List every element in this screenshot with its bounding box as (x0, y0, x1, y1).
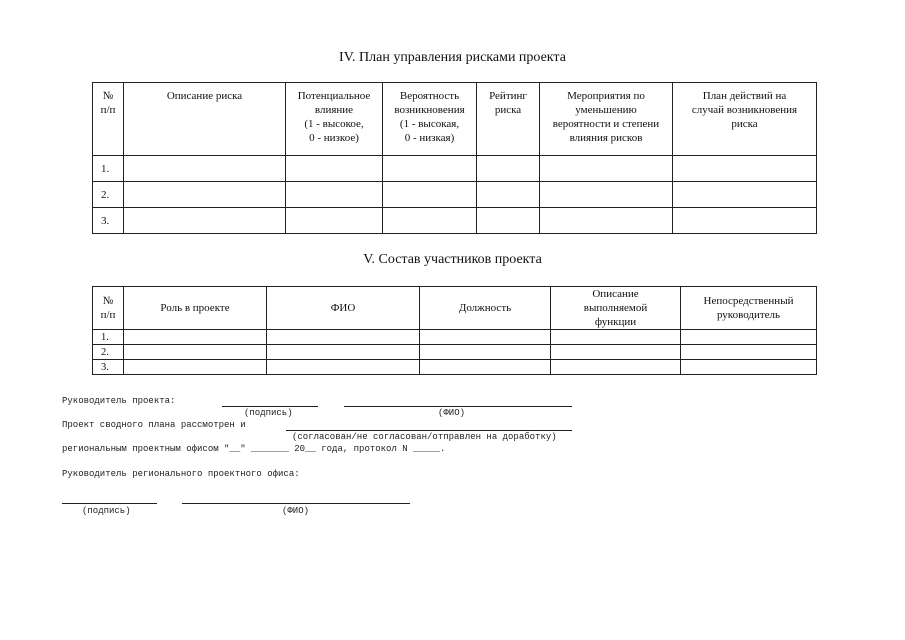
table-row (93, 182, 817, 208)
table-row (93, 156, 817, 182)
fio-caption: (ФИО) (438, 408, 466, 418)
row-number: 3. (93, 360, 124, 375)
table-cell[interactable] (124, 182, 286, 208)
table-cell[interactable] (124, 330, 267, 345)
table-cell[interactable] (286, 208, 383, 234)
table-cell[interactable] (420, 360, 551, 375)
risk-section-title: IV. План управления рисками проекта (339, 50, 566, 65)
table-cell[interactable] (124, 208, 286, 234)
table-cell[interactable] (551, 330, 681, 345)
table-cell[interactable] (551, 360, 681, 375)
row-number: 2. (93, 345, 124, 360)
table-cell[interactable] (540, 208, 673, 234)
table-cell[interactable] (551, 345, 681, 360)
table-cell[interactable] (540, 156, 673, 182)
table-cell[interactable] (286, 182, 383, 208)
office-protocol-line: региональным проектным офисом "__" _______ 20__ года, протокол N _____. (62, 444, 446, 454)
row-number: 3. (93, 208, 124, 234)
table-cell[interactable] (673, 182, 817, 208)
table-row (93, 208, 817, 234)
table-cell[interactable] (681, 330, 817, 345)
project-members-table (92, 286, 817, 375)
risk-management-table (92, 82, 817, 234)
members-table-header-row (93, 287, 817, 330)
risk-table-header-row (93, 83, 817, 156)
table-cell[interactable] (477, 182, 540, 208)
project-head-signature-line[interactable] (222, 406, 318, 407)
table-cell[interactable] (383, 208, 477, 234)
table-cell[interactable] (477, 156, 540, 182)
table-cell[interactable] (267, 360, 420, 375)
office-head-fio-line[interactable] (182, 503, 410, 504)
members-col-number: № п/п (93, 287, 124, 330)
table-cell[interactable] (124, 156, 286, 182)
table-cell[interactable] (673, 208, 817, 234)
table-cell[interactable] (673, 156, 817, 182)
table-cell[interactable] (681, 360, 817, 375)
table-cell[interactable] (681, 345, 817, 360)
risk-col-mitigation: Мероприятия по уменьшению вероятности и степени влияния рисков (540, 83, 673, 156)
fio-caption: (ФИО) (282, 506, 310, 516)
risk-col-action-plan: План действий на случай возникновения риска (673, 83, 817, 156)
table-cell[interactable] (477, 208, 540, 234)
table-cell[interactable] (383, 156, 477, 182)
table-cell[interactable] (124, 345, 267, 360)
signature-caption: (подпись) (244, 408, 293, 418)
members-col-function: Описание выполняемой функции (551, 287, 681, 330)
project-head-fio-line[interactable] (344, 406, 572, 407)
table-cell[interactable] (124, 360, 267, 375)
review-caption: (согласован/не согласован/отправлен на доработку) (292, 432, 557, 442)
project-head-label: Руководитель проекта: (62, 396, 176, 406)
table-cell[interactable] (383, 182, 477, 208)
table-cell[interactable] (420, 330, 551, 345)
members-col-supervisor: Непосредственный руководитель (681, 287, 817, 330)
risk-col-impact: Потенциальное влияние (1 - высокое, 0 - низкое) (286, 83, 383, 156)
signature-caption: (подпись) (82, 506, 131, 516)
table-cell[interactable] (267, 345, 420, 360)
row-number: 1. (93, 156, 124, 182)
table-cell[interactable] (286, 156, 383, 182)
review-prefix: Проект сводного плана рассмотрен и (62, 420, 246, 430)
risk-col-rating: Рейтинг риска (477, 83, 540, 156)
table-cell[interactable] (420, 345, 551, 360)
members-col-role: Роль в проекте (124, 287, 267, 330)
risk-col-number: № п/п (93, 83, 124, 156)
members-col-fio: ФИО (267, 287, 420, 330)
row-number: 1. (93, 330, 124, 345)
office-head-signature-line[interactable] (62, 503, 157, 504)
table-cell[interactable] (267, 330, 420, 345)
risk-col-probability: Вероятность возникновения (1 - высокая, 0 - низкая) (383, 83, 477, 156)
review-status-line[interactable] (286, 430, 572, 431)
members-col-position: Должность (420, 287, 551, 330)
risk-col-description: Описание риска (124, 83, 286, 156)
table-row (93, 330, 817, 345)
table-row (93, 345, 817, 360)
table-cell[interactable] (540, 182, 673, 208)
members-section-title: V. Состав участников проекта (363, 252, 542, 267)
table-row (93, 360, 817, 375)
row-number: 2. (93, 182, 124, 208)
office-head-label: Руководитель регионального проектного офиса: (62, 469, 300, 479)
